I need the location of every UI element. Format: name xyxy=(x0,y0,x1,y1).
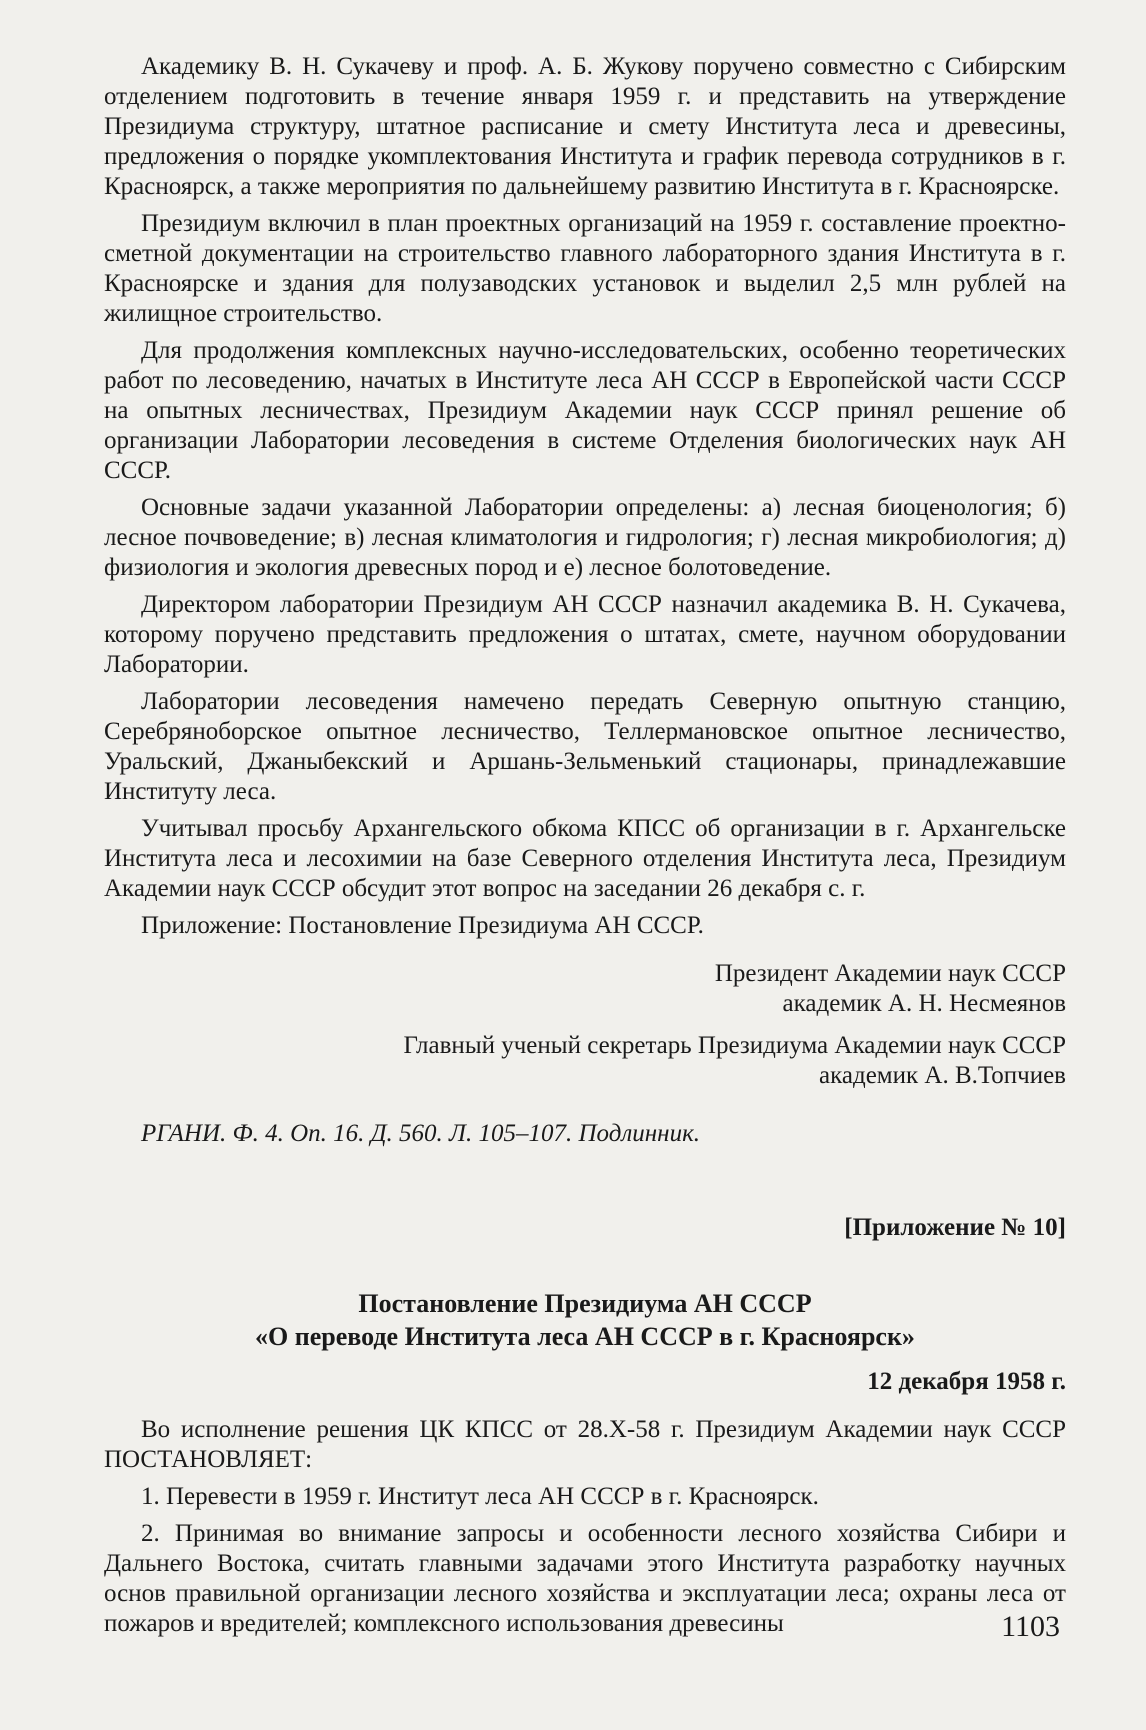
paragraph: Директором лаборатории Президиум АН СССР назначил академика В. Н. Сукачева, которому поручено представить предложения о штатах, смете, научном оборудовании Лаборатории. xyxy=(104,591,1066,678)
paragraph: Во исполнение решения ЦК КПСС от 28.Х-58 г. Президиум Академии наук СССР ПОСТАНОВЛЯЕТ: xyxy=(104,1416,1066,1473)
paragraph: Академику В. Н. Сукачеву и проф. А. Б. Жукову поручено совместно с Сибирским отделением подготовить в течение января 1959 г. и представить на утверждение Президиума структуру, штатное расписание и смету Института леса и древесины, предложения о порядке укомплектования Института и график перевода сотрудников в г. Красноярск, а также мероприятия по дальнейшему развитию Института в г. Красноярске. xyxy=(104,53,1066,200)
paragraph: Для продолжения комплексных научно-исследовательских, особенно теоретических работ по лесоведению, начатых в Институте леса АН СССР в Европейской части СССР на опытных лесничествах, Президиум Академии наук СССР принял решение об организации Лаборатории лесоведения в системе Отделения биологических наук АН СССР. xyxy=(104,337,1066,484)
signature-title: Президент Академии наук СССР xyxy=(714,960,1066,987)
document-page xyxy=(104,52,1066,1646)
signature-secretary xyxy=(104,1031,1066,1091)
title-line: «О переводе Института леса АН СССР в г. Красноярск» xyxy=(255,1322,915,1351)
page-number: 1103 xyxy=(1001,1610,1060,1643)
signature-president xyxy=(104,959,1066,1019)
paragraph: Лаборатории лесоведения намечено передать Северную опытную станцию, Серебряноборское опытное лесничество, Теллермановское опытное лесничество, Уральский, Джаныбекский и Аршань-Зельменький стационары, принадлежавшие Институту леса. xyxy=(104,688,1066,805)
archive-source: РГАНИ. Ф. 4. Оп. 16. Д. 560. Л. 105–107. Подлинник. xyxy=(141,1120,701,1147)
attachment-note: Приложение: Постановление Президиума АН СССР. xyxy=(141,912,704,939)
paragraph: Учитывал просьбу Архангельского обкома КПСС об организации в г. Архангельске Института леса и лесохимии на базе Северного отделения Института леса, Президиум Академии наук СССР обсудит этот вопрос на заседании 26 декабря с. г. xyxy=(104,815,1066,902)
resolution-date: 12 декабря 1958 г. xyxy=(867,1368,1066,1395)
paragraph: 1. Перевести в 1959 г. Институт леса АН СССР в г. Красноярск. xyxy=(141,1483,819,1510)
paragraph: Президиум включил в план проектных организаций на 1959 г. составление проектно-сметной документации на строительство главного лабораторного здания Института в г. Красноярске и здания для полузаводских установок и выделил 2,5 млн рублей на жилищное строительство. xyxy=(104,210,1066,327)
paragraph: 2. Принимая во внимание запросы и особенности лесного хозяйства Сибири и Дальнего Востока, считать главными задачами этого Института разработку научных основ правильной организации лесного хозяйства и эксплуатации леса; охраны леса от пожаров и вредителей; комплексного использования древесины xyxy=(104,1520,1066,1637)
signature-name: академик А. В.Топчиев xyxy=(819,1062,1066,1089)
appendix-label: [Приложение № 10] xyxy=(844,1214,1066,1241)
resolution-title xyxy=(104,1287,1066,1353)
signature-name: академик А. Н. Несмеянов xyxy=(782,990,1066,1017)
title-line: Постановление Президиума АН СССР xyxy=(358,1289,812,1318)
paragraph: Основные задачи указанной Лаборатории определены: а) лесная биоценология; б) лесное почвоведение; в) лесная климатология и гидрология; г) лесная микробиология; д) физиология и экология древесных пород и е) лесное болотоведение. xyxy=(104,494,1066,581)
signature-title: Главный ученый секретарь Президиума Академии наук СССР xyxy=(403,1032,1066,1059)
